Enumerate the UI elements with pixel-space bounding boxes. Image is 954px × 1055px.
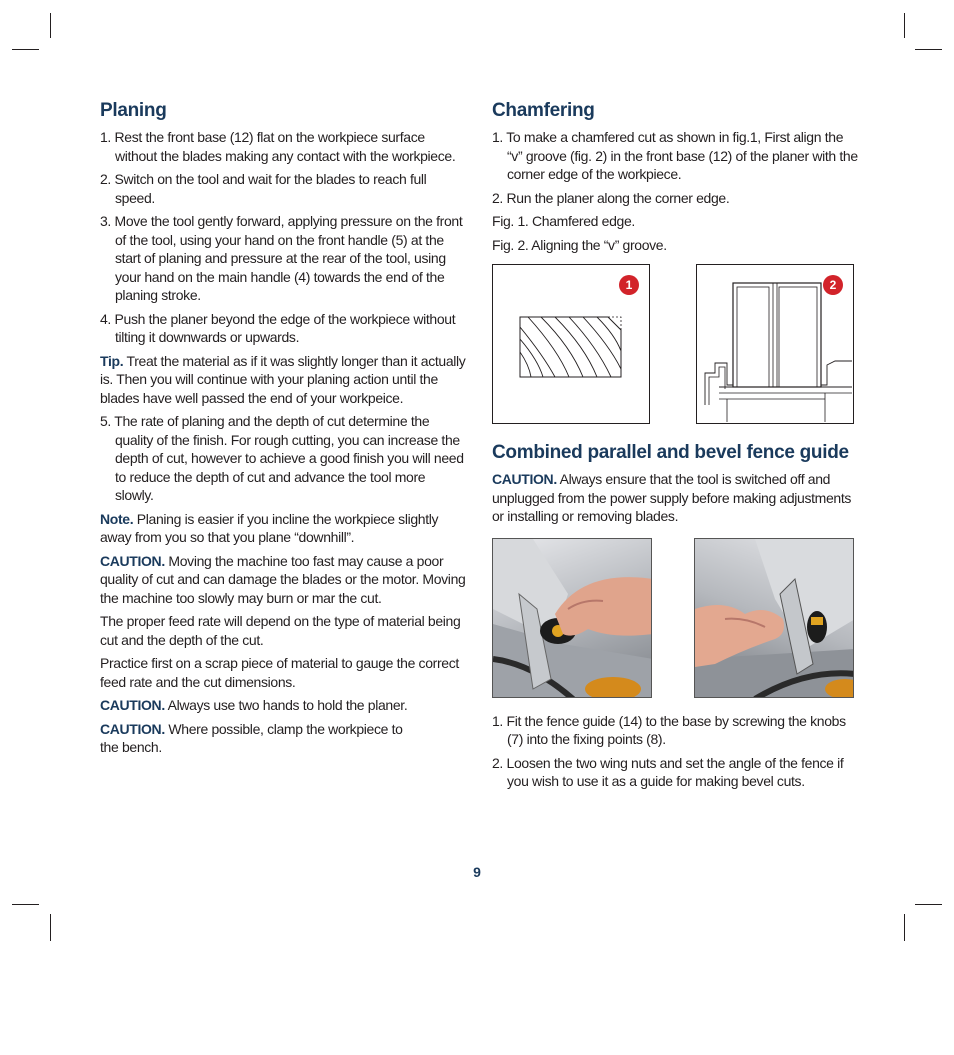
tip-paragraph — [100, 352, 466, 408]
chamfering-heading: Chamfering — [492, 100, 595, 121]
note-text: Planing is easier if you incline the workpiece slightly away from you so that you plane “downhill”. — [100, 510, 439, 545]
chamfer-figures — [492, 264, 854, 424]
planing-steps — [100, 128, 466, 347]
page-number: 9 — [473, 864, 481, 880]
note-paragraph — [100, 510, 466, 547]
hand-adjusting-wing-nut-photo — [695, 539, 854, 698]
crop-mark — [904, 13, 905, 38]
crop-mark — [12, 49, 39, 50]
caution-paragraph — [100, 696, 466, 715]
list-item: 1. Rest the front base (12) flat on the workpiece surface without the blades making any contact with the workpiece. — [100, 129, 456, 164]
caution-paragraph — [492, 470, 858, 526]
figure-v-groove — [696, 264, 854, 424]
caution-label: CAUTION. — [100, 720, 165, 737]
crop-mark — [904, 914, 905, 941]
crop-mark — [50, 13, 51, 38]
planing-section — [100, 100, 466, 762]
caution-text: Always ensure that the tool is switched off and unplugged from the power supply before making adjustments or installing or removing blades. — [492, 471, 852, 524]
list-item: 2. Switch on the tool and wait for the blades to reach full speed. — [100, 171, 427, 206]
crop-mark — [915, 904, 942, 905]
list-item: 1. To make a chamfered cut as shown in fig.1, First align the “v” groove (fig. 2) in the front base (12) of the planer with the corner edge of the workpiece. — [492, 129, 858, 182]
practice-paragraph: Practice first on a scrap piece of material to gauge the correct feed rate and the cut dimensions. — [100, 655, 459, 690]
fence-steps — [492, 712, 858, 791]
fence-photos — [492, 538, 854, 698]
list-item: 3. Move the tool gently forward, applying pressure on the front of the tool, using your hand on the front handle (5) at the start of planing and pressure at the rear of the tool, using your hand on the main handle (4) towards the end of the planing stroke. — [100, 213, 463, 303]
caution-text: Always use two hands to hold the planer. — [164, 697, 408, 713]
hand-fitting-fence-photo — [493, 539, 652, 698]
caution-text: Where possible, clamp the workpiece to the bench. — [100, 720, 403, 755]
caution-text: Moving the machine too fast may cause a poor quality of cut and can damage the blades or the motor. Moving the machine too slowly may burn or mar the cut. — [100, 552, 466, 606]
fence-guide-heading: Combined parallel and bevel fence guide — [492, 442, 849, 463]
tip-text: Treat the material as if it was slightly longer than it actually is. Then you will continue with your planing action until the blades have well passed the end of your workpeice. — [100, 352, 466, 406]
figure-chamfered-edge — [492, 264, 650, 424]
list-item: 5. The rate of planing and the depth of cut determine the quality of the finish. For rough cutting, you can increase the depth of cut, however to achieve a good finish you will need to reduce the depth of cut and advance the tool more slowly. — [100, 413, 464, 503]
crop-mark — [915, 49, 942, 50]
caution-paragraph — [100, 552, 466, 608]
feed-rate-paragraph: The proper feed rate will depend on the type of material being cut and the depth of the cut. — [100, 613, 461, 648]
list-item: 2. Run the planer along the corner edge. — [492, 189, 730, 206]
tip-label: Tip. — [100, 352, 124, 369]
note-label: Note. — [100, 510, 134, 527]
caution-label: CAUTION. — [100, 697, 165, 713]
planing-steps-continued — [100, 412, 466, 505]
fig1-caption: Fig. 1. Chamfered edge. — [492, 213, 635, 229]
caution-paragraph — [100, 720, 420, 757]
fig2-caption: Fig. 2. Aligning the “v” groove. — [492, 236, 667, 253]
photo-adjusting-wing-nut — [694, 538, 854, 698]
list-item: 2. Loosen the two wing nuts and set the angle of the fence if you wish to use it as a guide for making bevel cuts. — [492, 754, 844, 789]
list-item: 1. Fit the fence guide (14) to the base by screwing the knobs (7) into the fixing points (8). — [492, 712, 846, 747]
chamfering-steps — [492, 128, 858, 207]
list-item: 4. Push the planer beyond the edge of the workpiece without tilting it downwards or upwards. — [100, 310, 456, 345]
crop-mark — [12, 904, 39, 905]
crop-mark — [50, 914, 51, 941]
figure-number-badge: 1 — [619, 275, 639, 295]
planing-heading: Planing — [100, 100, 167, 121]
caution-label: CAUTION. — [100, 552, 165, 569]
caution-label: CAUTION. — [492, 471, 557, 487]
figure-number-badge: 2 — [823, 275, 843, 295]
right-column — [492, 100, 858, 796]
photo-fitting-fence — [492, 538, 652, 698]
